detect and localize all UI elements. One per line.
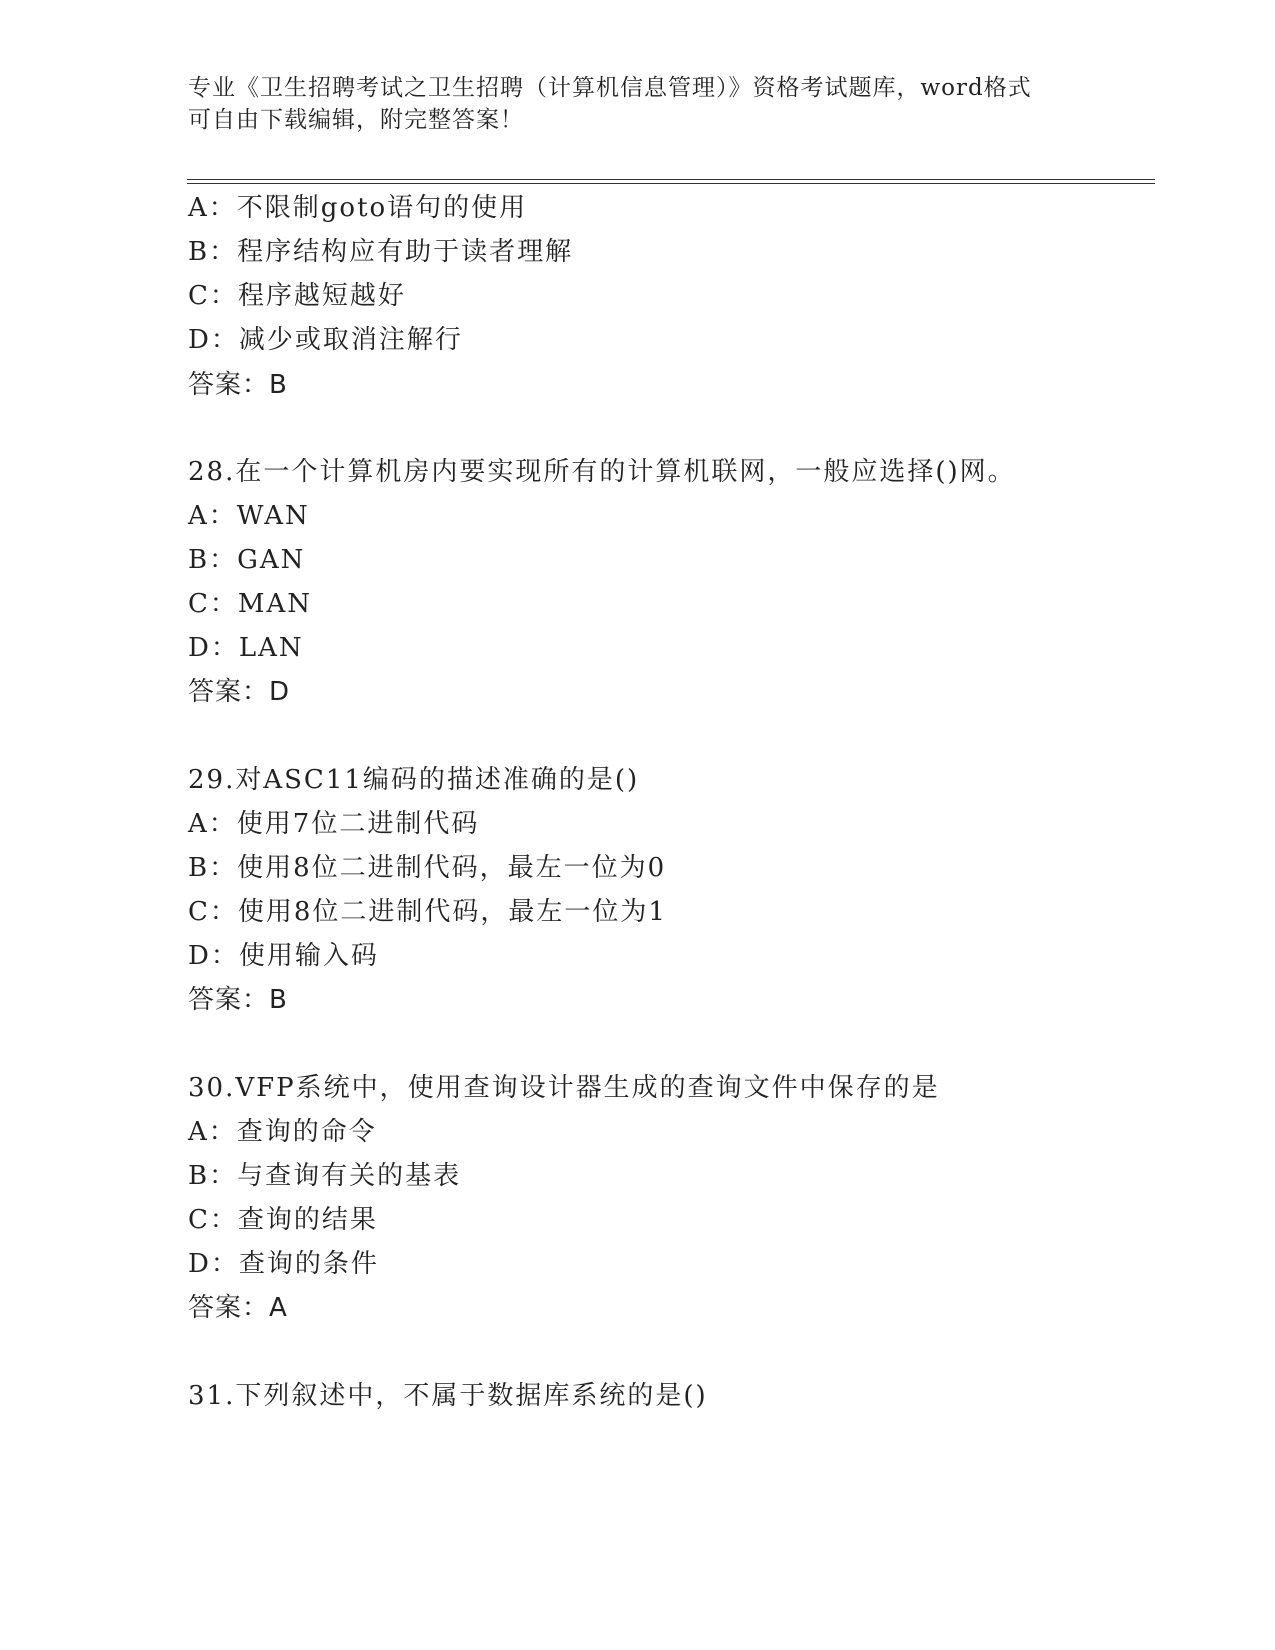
header-line-2: 可自由下载编辑，附完整答案！ (188, 107, 524, 133)
header-line-1: 专业《卫生招聘考试之卫生招聘（计算机信息管理）》资格考试题库，word格式 (188, 75, 1032, 101)
option-b: B：与查询有关的基表 (188, 1161, 462, 1191)
document-header (188, 72, 1088, 136)
option-d: D：查询的条件 (188, 1249, 379, 1279)
option-c: C：查询的结果 (188, 1205, 378, 1235)
option-b: B：使用8位二进制代码，最左一位为0 (188, 853, 667, 883)
option-c: C：程序越短越好 (188, 281, 406, 311)
option-c: C：使用8位二进制代码，最左一位为1 (188, 897, 667, 927)
option-b: B：程序结构应有助于读者理解 (188, 237, 574, 267)
answer: 答案：A (188, 1293, 288, 1323)
option-a: A：使用7位二进制代码 (188, 809, 480, 839)
question-text: 30.VFP系统中，使用查询设计器生成的查询文件中保存的是 (188, 1073, 940, 1103)
question-text: 28.在一个计算机房内要实现所有的计算机联网，一般应选择()网。 (188, 457, 1016, 487)
option-a: A：不限制goto语句的使用 (188, 193, 528, 223)
header-divider-bottom (187, 183, 1155, 184)
option-c: C：MAN (188, 589, 313, 619)
answer: 答案：B (188, 370, 288, 400)
header-divider-top (187, 179, 1155, 180)
question-text: 29.对ASC11编码的描述准确的是() (188, 765, 640, 795)
option-a: A：WAN (188, 501, 310, 531)
answer: 答案：B (188, 985, 288, 1015)
option-d: D：减少或取消注解行 (188, 325, 463, 355)
option-d: D：使用输入码 (188, 941, 379, 971)
question-text: 31.下列叙述中，不属于数据库系统的是() (188, 1381, 708, 1411)
option-a: A：查询的命令 (188, 1117, 377, 1147)
answer: 答案：D (188, 677, 291, 707)
option-b: B：GAN (188, 545, 306, 575)
option-d: D：LAN (188, 633, 304, 663)
